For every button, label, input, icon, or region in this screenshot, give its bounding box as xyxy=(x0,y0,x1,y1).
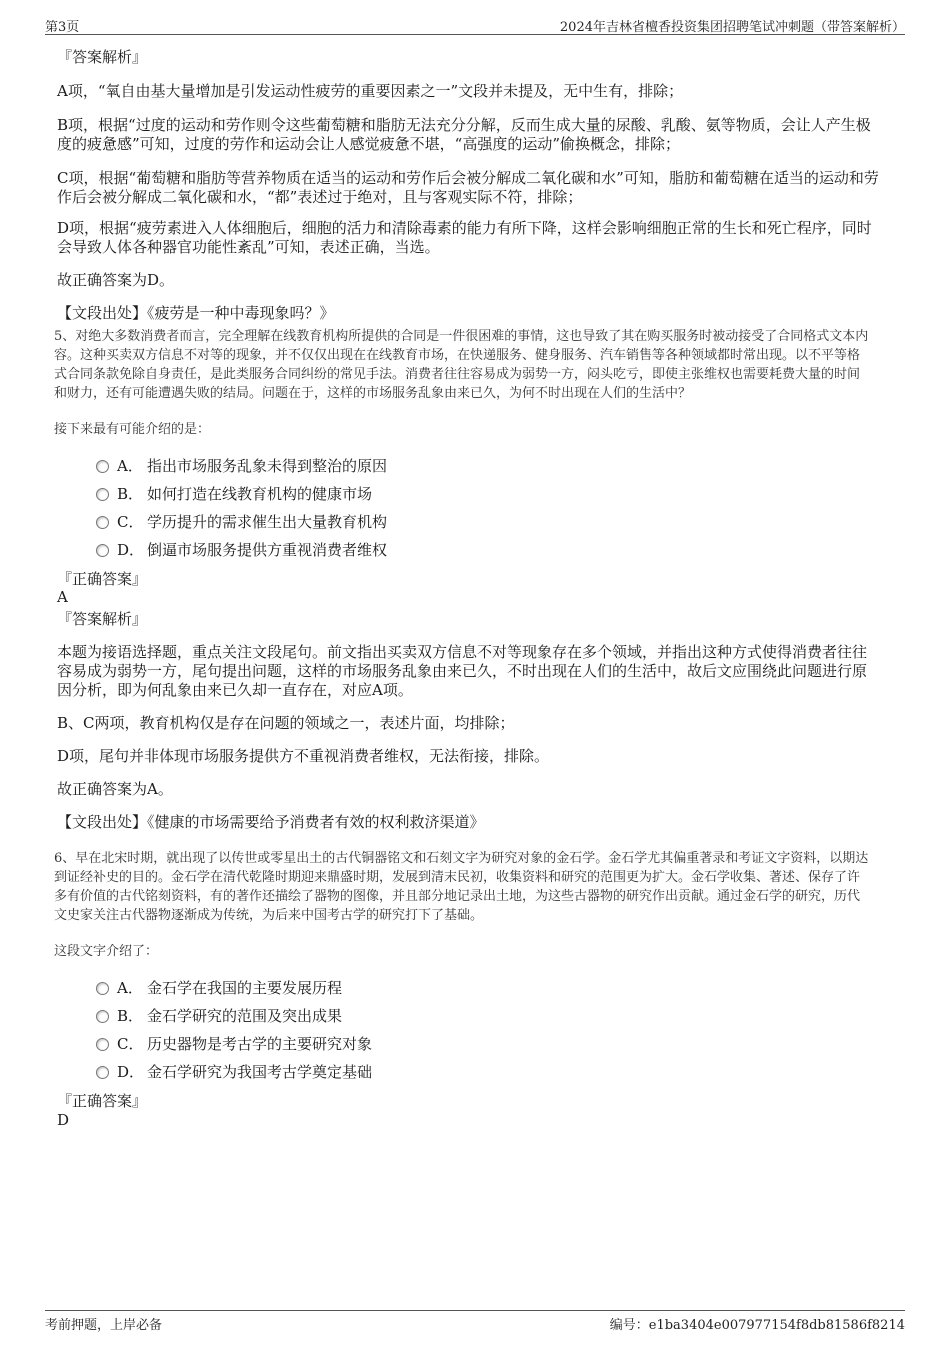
q6-option-a[interactable]: A． 金石学在我国的主要发展历程 xyxy=(96,978,342,998)
radio-icon[interactable] xyxy=(96,982,109,995)
q5-source: 【文段出处】《健康的市场需要给予消费者有效的权利救济渠道》 xyxy=(57,813,485,831)
q5-explanation-bc: B、C两项，教育机构仅是存在问题的领域之一，表述片面，均排除； xyxy=(57,714,515,732)
page-number: 第3页 xyxy=(45,20,80,35)
q5-option-c[interactable]: C． 学历提升的需求催生出大量教育机构 xyxy=(96,512,387,532)
q5-analysis-label: 『答案解析』 xyxy=(57,610,148,628)
q6-option-d[interactable]: D． 金石学研究为我国考古学奠定基础 xyxy=(96,1062,372,1082)
q6-answer-label: 『正确答案』 xyxy=(57,1092,148,1110)
conclusion: 故正确答案为D。 xyxy=(57,271,175,289)
q6-passage-line2: 到证经补史的目的。金石学在清代乾隆时期迎来鼎盛时期，发展到清末民初，收集资料和研究的范围更为扩大。金石学收集、著述、保存了许 xyxy=(54,870,861,885)
radio-icon[interactable] xyxy=(96,516,109,529)
radio-icon[interactable] xyxy=(96,1010,109,1023)
radio-icon[interactable] xyxy=(96,1038,109,1051)
q5-explanation-line1: 本题为接语选择题，重点关注文段尾句。前文指出买卖双方信息不对等现象存在多个领域，并指出这种方式使得消费者往往 xyxy=(57,643,868,661)
q6-passage-line1: 6、早在北宋时期，就出现了以传世或零星出土的古代铜器铭文和石刻文字为研究对象的金石学。金石学尤其偏重著录和考证文字资料，以期达 xyxy=(54,851,869,866)
q5-option-d[interactable]: D． 倒逼市场服务提供方重视消费者维权 xyxy=(96,540,387,560)
q5-passage-line3: 式合同条款免除自身责任，是此类服务合同纠纷的常见手法。消费者往往容易成为弱势一方，闷头吃亏，即使主张维权也需要耗费大量的时间 xyxy=(54,367,861,382)
analysis-a: A项，“氧自由基大量增加是引发运动性疲劳的重要因素之一”文段并未提及，无中生有，排除； xyxy=(57,82,684,100)
source: 【文段出处】《疲劳是一种中毒现象吗？》 xyxy=(57,304,335,322)
analysis-d-line1: D项，根据“疲劳素进入人体细胞后，细胞的活力和清除毒素的能力有所下降，这样会影响细胞正常的生长和死亡程序，同时 xyxy=(57,219,872,237)
page-header xyxy=(45,14,905,35)
q5-option-a[interactable]: A． 指出市场服务乱象未得到整治的原因 xyxy=(96,456,387,476)
q5-passage-line2: 容。这种买卖双方信息不对等的现象，并不仅仅出现在在线教育市场，在快递服务、健身服务、汽车销售等各种领域都时常出现。以不平等格 xyxy=(54,348,861,363)
footer-slogan: 考前押题，上岸必备 xyxy=(45,1318,163,1333)
q6-passage-line4: 文史家关注古代器物逐渐成为传统，为后来中国考古学的研究打下了基础。 xyxy=(54,908,484,923)
q5-explanation-d: D项，尾句并非体现市场服务提供方不重视消费者维权，无法衔接，排除。 xyxy=(57,747,550,765)
radio-icon[interactable] xyxy=(96,460,109,473)
q5-passage-line1: 5、对绝大多数消费者而言，完全理解在线教育机构所提供的合同是一件很困难的事情，这也导致了其在购买服务时被动接受了合同格式文本内 xyxy=(54,329,869,344)
radio-icon[interactable] xyxy=(96,1066,109,1079)
q6-option-c[interactable]: C． 历史器物是考古学的主要研究对象 xyxy=(96,1034,372,1054)
analysis-b-line1: B项，根据“过度的运动和劳作则令这些葡萄糖和脂肪无法充分分解，反而生成大量的尿酸、乳酸、氨等物质，会让人产生极 xyxy=(57,116,871,134)
q6-option-b[interactable]: B． 金石学研究的范围及突出成果 xyxy=(96,1006,342,1026)
analysis-c-line1: C项，根据“葡萄糖和脂肪等营养物质在适当的运动和劳作后会被分解成二氧化碳和水”可知，脂肪和葡萄糖在适当的运动和劳 xyxy=(57,169,879,187)
page-footer xyxy=(45,1310,905,1333)
radio-icon[interactable] xyxy=(96,488,109,501)
q5-answer: A xyxy=(57,588,68,606)
analysis-label: 『答案解析』 xyxy=(57,48,148,66)
analysis-c-line2: 作后会被分解成二氧化碳和水，“都”表述过于绝对，且与客观实际不符，排除； xyxy=(57,188,583,206)
q5-explanation-line2: 容易成为弱势一方，尾句提出问题，这样的市场服务乱象由来已久，不时出现在人们的生活中，故后文应围绕此问题进行原 xyxy=(57,662,868,680)
q5-conclusion: 故正确答案为A。 xyxy=(57,780,173,798)
document-id: 编号：e1ba3404e007977154f8db81586f8214 xyxy=(609,1318,905,1333)
analysis-b-line2: 度的疲惫感”可知，过度的劳作和运动会让人感觉疲惫不堪，“高强度的运动”偷换概念，排除； xyxy=(57,135,681,153)
q6-passage-line3: 多有价值的古代铭刻资料，有的著作还描绘了器物的图像，并且部分地记录出土地，为这些古器物的研究作出贡献。通过金石学的研究，历代 xyxy=(54,889,861,904)
q5-option-b[interactable]: B． 如何打造在线教育机构的健康市场 xyxy=(96,484,372,504)
q5-prompt: 接下来最有可能介绍的是： xyxy=(54,422,211,437)
q6-prompt: 这段文字介绍了： xyxy=(54,944,159,959)
q6-answer: D xyxy=(57,1111,70,1129)
q5-answer-label: 『正确答案』 xyxy=(57,570,148,588)
radio-icon[interactable] xyxy=(96,544,109,557)
q5-passage-line4: 和财力，还有可能遭遇失败的结局。问题在于，这样的市场服务乱象由来已久，为何不时出现在人们的生活中？ xyxy=(54,386,692,401)
analysis-d-line2: 会导致人体各种器官功能性紊乱”可知，表述正确，当选。 xyxy=(57,238,440,256)
q5-explanation-line3: 因分析，即为何乱象由来已久却一直存在，对应A项。 xyxy=(57,681,413,699)
document-title: 2024年吉林省檀香投资集团招聘笔试冲刺题（带答案解析） xyxy=(559,20,905,35)
